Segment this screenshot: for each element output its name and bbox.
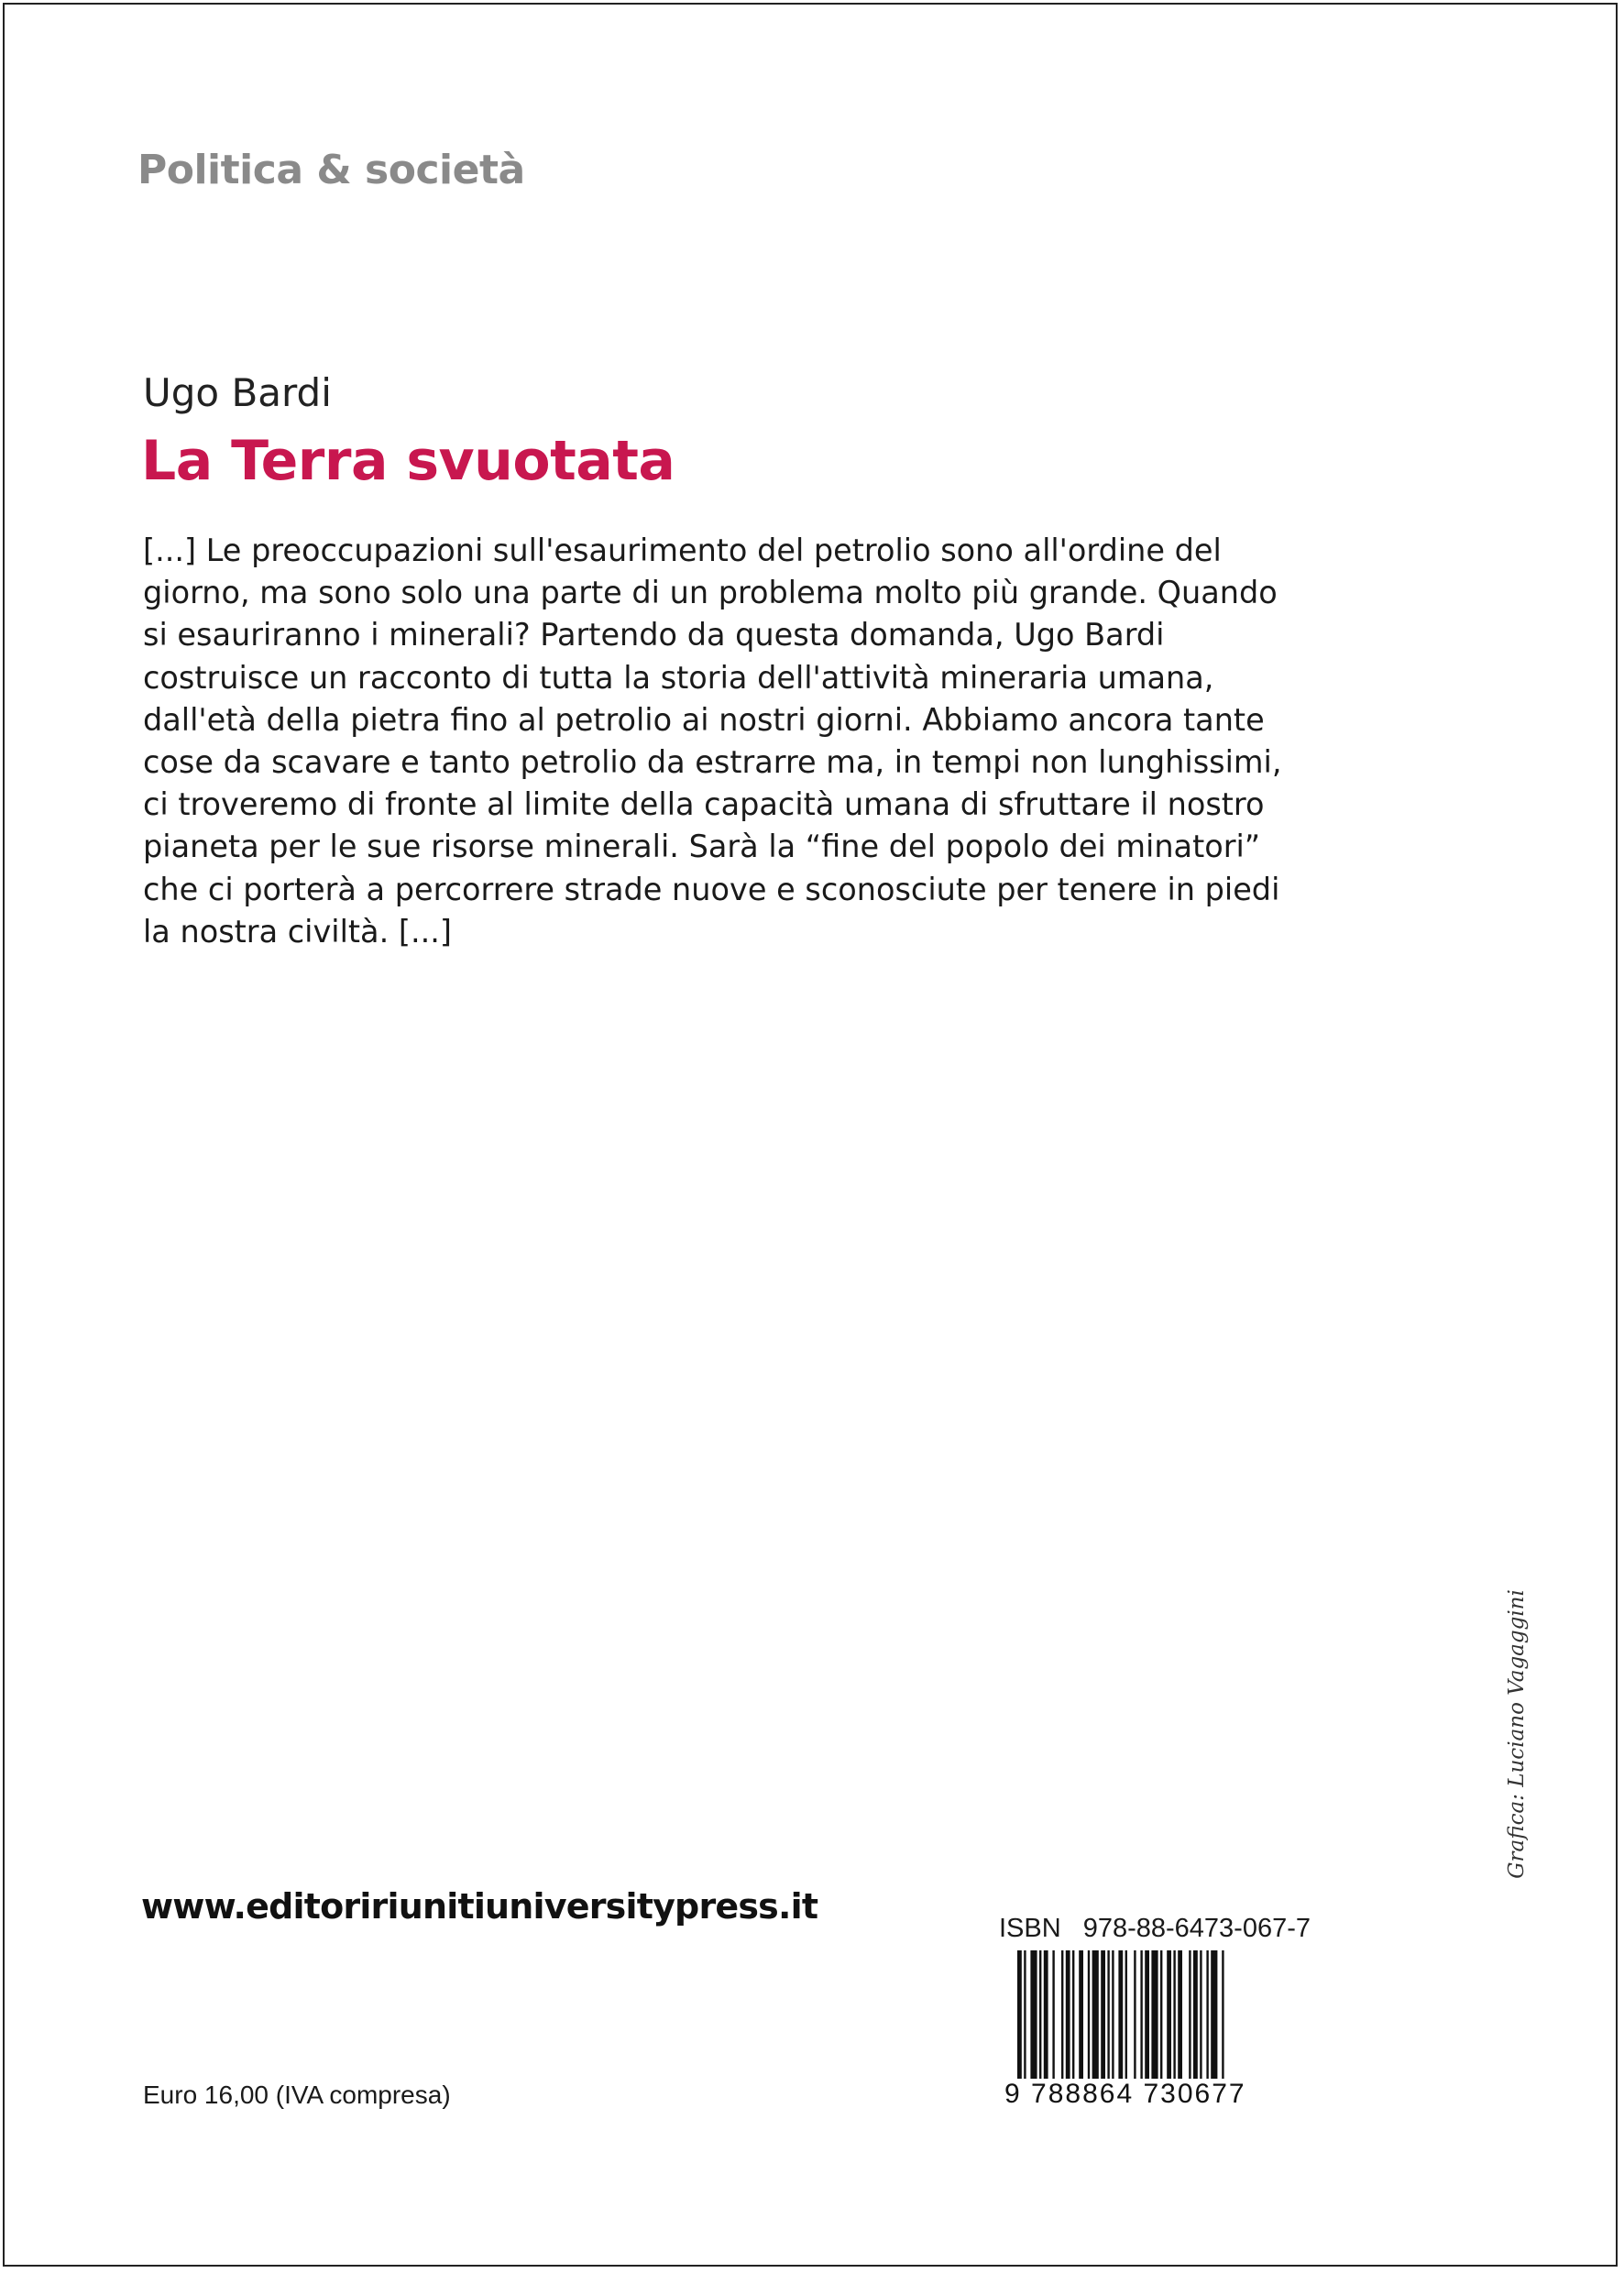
blurb-line: costruisce un racconto di tutta la storia dell'attività mineraria umana, <box>143 659 1214 696</box>
barcode-bar <box>1167 1950 1171 2079</box>
book-title: La Terra svuotata <box>141 429 675 493</box>
barcode-bar <box>1044 1950 1048 2079</box>
blurb-line: giorno, ma sono solo una parte di un problema molto più grande. Quando <box>143 575 1278 611</box>
barcode-bar <box>1072 1950 1074 2079</box>
blurb-line: la nostra civiltà. [...] <box>143 913 452 950</box>
blurb-line: che ci porterà a percorrere strade nuove e sconosciute per tenere in piedi <box>143 871 1280 907</box>
series-name: Politica & società <box>137 147 525 193</box>
barcode-bar <box>1151 1950 1158 2079</box>
barcode-bar <box>1189 1950 1191 2079</box>
barcode-bar <box>1039 1950 1041 2079</box>
barcode-bar <box>1066 1950 1070 2079</box>
barcode-bar <box>1079 1950 1083 2079</box>
blurb-line: cose da scavare e tanto petrolio da estrarre ma, in tempi non lunghissimi, <box>143 744 1282 781</box>
graphic-credit: Grafica: Luciano Vagaggini <box>1505 1589 1529 1879</box>
barcode-bar <box>1134 1950 1136 2079</box>
barcode-bar <box>1030 1950 1037 2079</box>
isbn-number: 978-88-6473-067-7 <box>1082 1914 1311 1943</box>
barcode-bar <box>1088 1950 1090 2079</box>
publisher-website: www.editoririunitiuniversitypress.it <box>141 1886 818 1927</box>
barcode-bar <box>1101 1950 1105 2079</box>
barcode-bar <box>1112 1950 1114 2079</box>
barcode-bar <box>1173 1950 1175 2079</box>
isbn-label: ISBN <box>999 1914 1061 1943</box>
barcode-bar <box>1125 1950 1127 2079</box>
blurb-line: ci troveremo di fronte al limite della capacità umana di sfruttare il nostro <box>143 786 1265 823</box>
blurb-line: si esauriranno i minerali? Partendo da questa domanda, Ugo Bardi <box>143 617 1165 653</box>
barcode-bar <box>1178 1950 1182 2079</box>
price-label: Euro 16,00 (IVA compresa) <box>143 2081 451 2109</box>
barcode-bar <box>1160 1950 1162 2079</box>
barcode-bar <box>1092 1950 1099 2079</box>
barcode-bar <box>1145 1950 1149 2079</box>
barcode-bar <box>1193 1950 1198 2079</box>
barcode-bar <box>1052 1950 1054 2079</box>
blurb-line: [...] Le preoccupazioni sull'esaurimento del petrolio sono all'ordine del <box>143 533 1222 568</box>
cover-border <box>3 3 1618 2267</box>
blurb-text <box>143 530 1282 953</box>
barcode-bar <box>1140 1950 1142 2079</box>
barcode-bar <box>1107 1950 1109 2079</box>
barcode-bar <box>1211 1950 1217 2079</box>
isbn-line <box>999 1914 1311 1944</box>
graphic-credit-container <box>1485 1589 1549 1879</box>
barcode-bar <box>1061 1950 1063 2079</box>
barcode-bar <box>1206 1950 1208 2079</box>
author-name: Ugo Bardi <box>143 370 332 415</box>
blurb-line: pianeta per le sue risorse minerali. Sarà la “fine del popolo dei minatori” <box>143 829 1261 865</box>
barcode-bar <box>1200 1950 1202 2079</box>
barcode-digits: 9 788864 730677 <box>1004 2079 1307 2110</box>
blurb-line: dall'età della pietra fino al petrolio ai nostri giorni. Abbiamo ancora tante <box>143 701 1265 738</box>
